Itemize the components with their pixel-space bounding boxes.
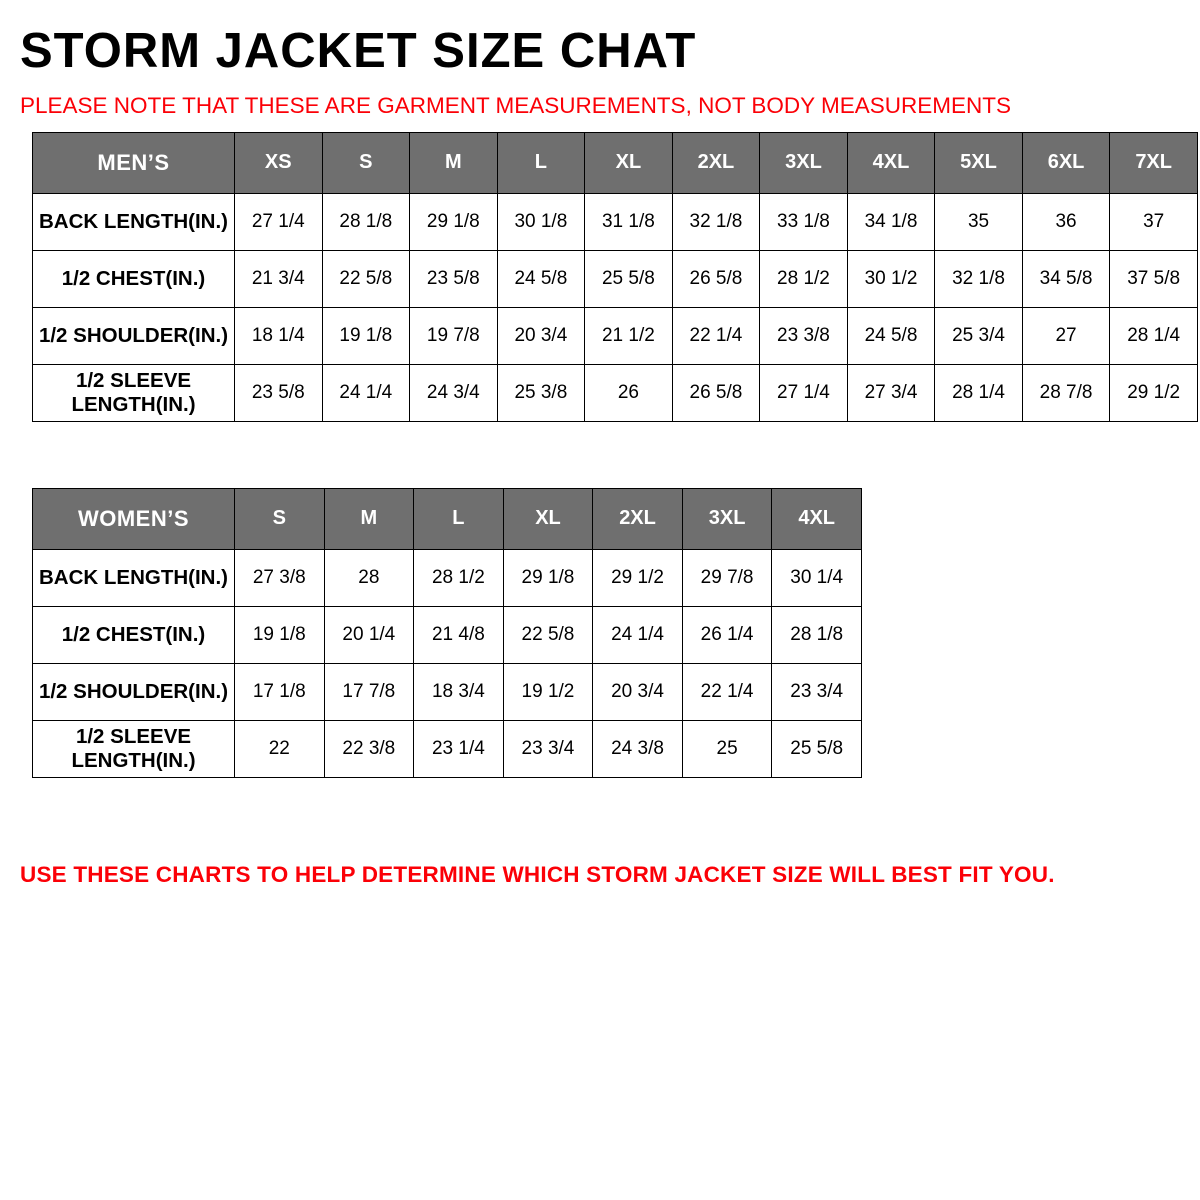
measurement-cell: 32 1/8 [935,250,1023,307]
mens-size-table [32,132,1198,422]
measurement-cell: 28 1/2 [760,250,848,307]
measurement-cell: 28 7/8 [1022,364,1110,421]
top-note: PLEASE NOTE THAT THESE ARE GARMENT MEASUREMENTS, NOT BODY MEASUREMENTS [20,93,1012,119]
measurement-cell: 34 1/8 [847,193,935,250]
measurement-cell: 29 1/2 [593,549,683,606]
table-header-row [33,488,862,549]
bottom-note: USE THESE CHARTS TO HELP DETERMINE WHICH STORM JACKET SIZE WILL BEST FIT YOU. [20,861,1055,887]
size-header-s: S [235,488,325,549]
measurement-cell: 22 1/4 [672,307,760,364]
measurement-cell: 24 1/4 [322,364,410,421]
measurement-cell: 22 [235,720,325,777]
size-header-xl: XL [585,132,673,193]
size-header-m: M [324,488,414,549]
table-header-row [33,132,1198,193]
measurement-cell: 21 4/8 [414,606,504,663]
measurement-cell: 28 1/4 [935,364,1023,421]
size-header-3xl: 3XL [760,132,848,193]
table-row [33,549,862,606]
table-row [33,720,862,777]
measurement-cell: 32 1/8 [672,193,760,250]
table-row [33,307,1198,364]
measurement-cell: 20 1/4 [324,606,414,663]
size-header-7xl: 7XL [1110,132,1198,193]
measurement-cell: 18 1/4 [235,307,323,364]
measurement-cell: 24 5/8 [847,307,935,364]
measurement-cell: 19 7/8 [410,307,498,364]
measurement-cell: 28 1/2 [414,549,504,606]
measurement-cell: 24 1/4 [593,606,683,663]
size-header-2xl: 2XL [672,132,760,193]
page-title: STORM JACKET SIZE CHAT [20,24,697,78]
womens-corner-label: WOMEN’S [33,488,235,549]
measurement-label: BACK LENGTH(IN.) [33,193,235,250]
mens-corner-label: MEN’S [33,132,235,193]
measurement-cell: 25 5/8 [772,720,862,777]
measurement-cell: 22 5/8 [322,250,410,307]
measurement-cell: 27 3/8 [235,549,325,606]
measurement-cell: 28 1/8 [322,193,410,250]
measurement-cell: 17 7/8 [324,663,414,720]
measurement-cell: 23 3/4 [772,663,862,720]
measurement-cell: 19 1/8 [322,307,410,364]
table-row [33,663,862,720]
table-gap [16,422,1184,488]
measurement-cell: 27 1/4 [760,364,848,421]
measurement-cell: 22 1/4 [682,663,772,720]
measurement-cell: 21 1/2 [585,307,673,364]
mens-table-body [33,193,1198,421]
womens-table-header [33,488,862,549]
size-header-xl: XL [503,488,593,549]
measurement-cell: 17 1/8 [235,663,325,720]
size-header-xs: XS [235,132,323,193]
measurement-cell: 23 3/8 [760,307,848,364]
measurement-cell: 34 5/8 [1022,250,1110,307]
measurement-cell: 23 5/8 [235,364,323,421]
measurement-cell: 23 1/4 [414,720,504,777]
measurement-cell: 29 7/8 [682,549,772,606]
measurement-cell: 35 [935,193,1023,250]
measurement-cell: 18 3/4 [414,663,504,720]
measurement-cell: 25 5/8 [585,250,673,307]
table-row [33,606,862,663]
measurement-cell: 25 [682,720,772,777]
measurement-label: BACK LENGTH(IN.) [33,549,235,606]
measurement-cell: 30 1/8 [497,193,585,250]
table-row [33,193,1198,250]
measurement-cell: 19 1/2 [503,663,593,720]
measurement-label: 1/2 SHOULDER(IN.) [33,663,235,720]
measurement-cell: 19 1/8 [235,606,325,663]
measurement-cell: 26 5/8 [672,250,760,307]
measurement-cell: 25 3/4 [935,307,1023,364]
table-row [33,250,1198,307]
measurement-cell: 30 1/2 [847,250,935,307]
measurement-cell: 28 1/4 [1110,307,1198,364]
measurement-cell: 25 3/8 [497,364,585,421]
measurement-cell: 29 1/2 [1110,364,1198,421]
footer-spacer [16,778,1184,862]
measurement-cell: 22 5/8 [503,606,593,663]
measurement-cell: 20 3/4 [497,307,585,364]
measurement-cell: 24 3/8 [593,720,683,777]
measurement-cell: 20 3/4 [593,663,683,720]
measurement-cell: 28 1/8 [772,606,862,663]
measurement-cell: 29 1/8 [410,193,498,250]
measurement-cell: 23 3/4 [503,720,593,777]
measurement-cell: 28 [324,549,414,606]
womens-table-wrapper [32,488,1184,778]
measurement-cell: 26 [585,364,673,421]
measurement-cell: 33 1/8 [760,193,848,250]
size-header-4xl: 4XL [847,132,935,193]
measurement-cell: 26 5/8 [672,364,760,421]
measurement-cell: 31 1/8 [585,193,673,250]
measurement-label: 1/2 SLEEVE LENGTH(IN.) [33,720,235,777]
mens-table-wrapper [32,132,1184,422]
size-header-m: M [410,132,498,193]
size-header-6xl: 6XL [1022,132,1110,193]
measurement-label: 1/2 SLEEVE LENGTH(IN.) [33,364,235,421]
measurement-cell: 27 [1022,307,1110,364]
size-header-2xl: 2XL [593,488,683,549]
measurement-cell: 27 3/4 [847,364,935,421]
measurement-cell: 30 1/4 [772,549,862,606]
measurement-cell: 37 [1110,193,1198,250]
womens-table-body [33,549,862,777]
womens-size-table [32,488,862,778]
measurement-cell: 27 1/4 [235,193,323,250]
size-header-s: S [322,132,410,193]
size-header-5xl: 5XL [935,132,1023,193]
measurement-label: 1/2 CHEST(IN.) [33,250,235,307]
measurement-cell: 29 1/8 [503,549,593,606]
measurement-cell: 36 [1022,193,1110,250]
measurement-label: 1/2 SHOULDER(IN.) [33,307,235,364]
measurement-cell: 21 3/4 [235,250,323,307]
measurement-label: 1/2 CHEST(IN.) [33,606,235,663]
measurement-cell: 22 3/8 [324,720,414,777]
measurement-cell: 24 5/8 [497,250,585,307]
size-header-l: L [497,132,585,193]
measurement-cell: 26 1/4 [682,606,772,663]
size-header-3xl: 3XL [682,488,772,549]
table-row [33,364,1198,421]
measurement-cell: 37 5/8 [1110,250,1198,307]
size-header-l: L [414,488,504,549]
mens-table-header [33,132,1198,193]
measurement-cell: 24 3/4 [410,364,498,421]
measurement-cell: 23 5/8 [410,250,498,307]
size-header-4xl: 4XL [772,488,862,549]
